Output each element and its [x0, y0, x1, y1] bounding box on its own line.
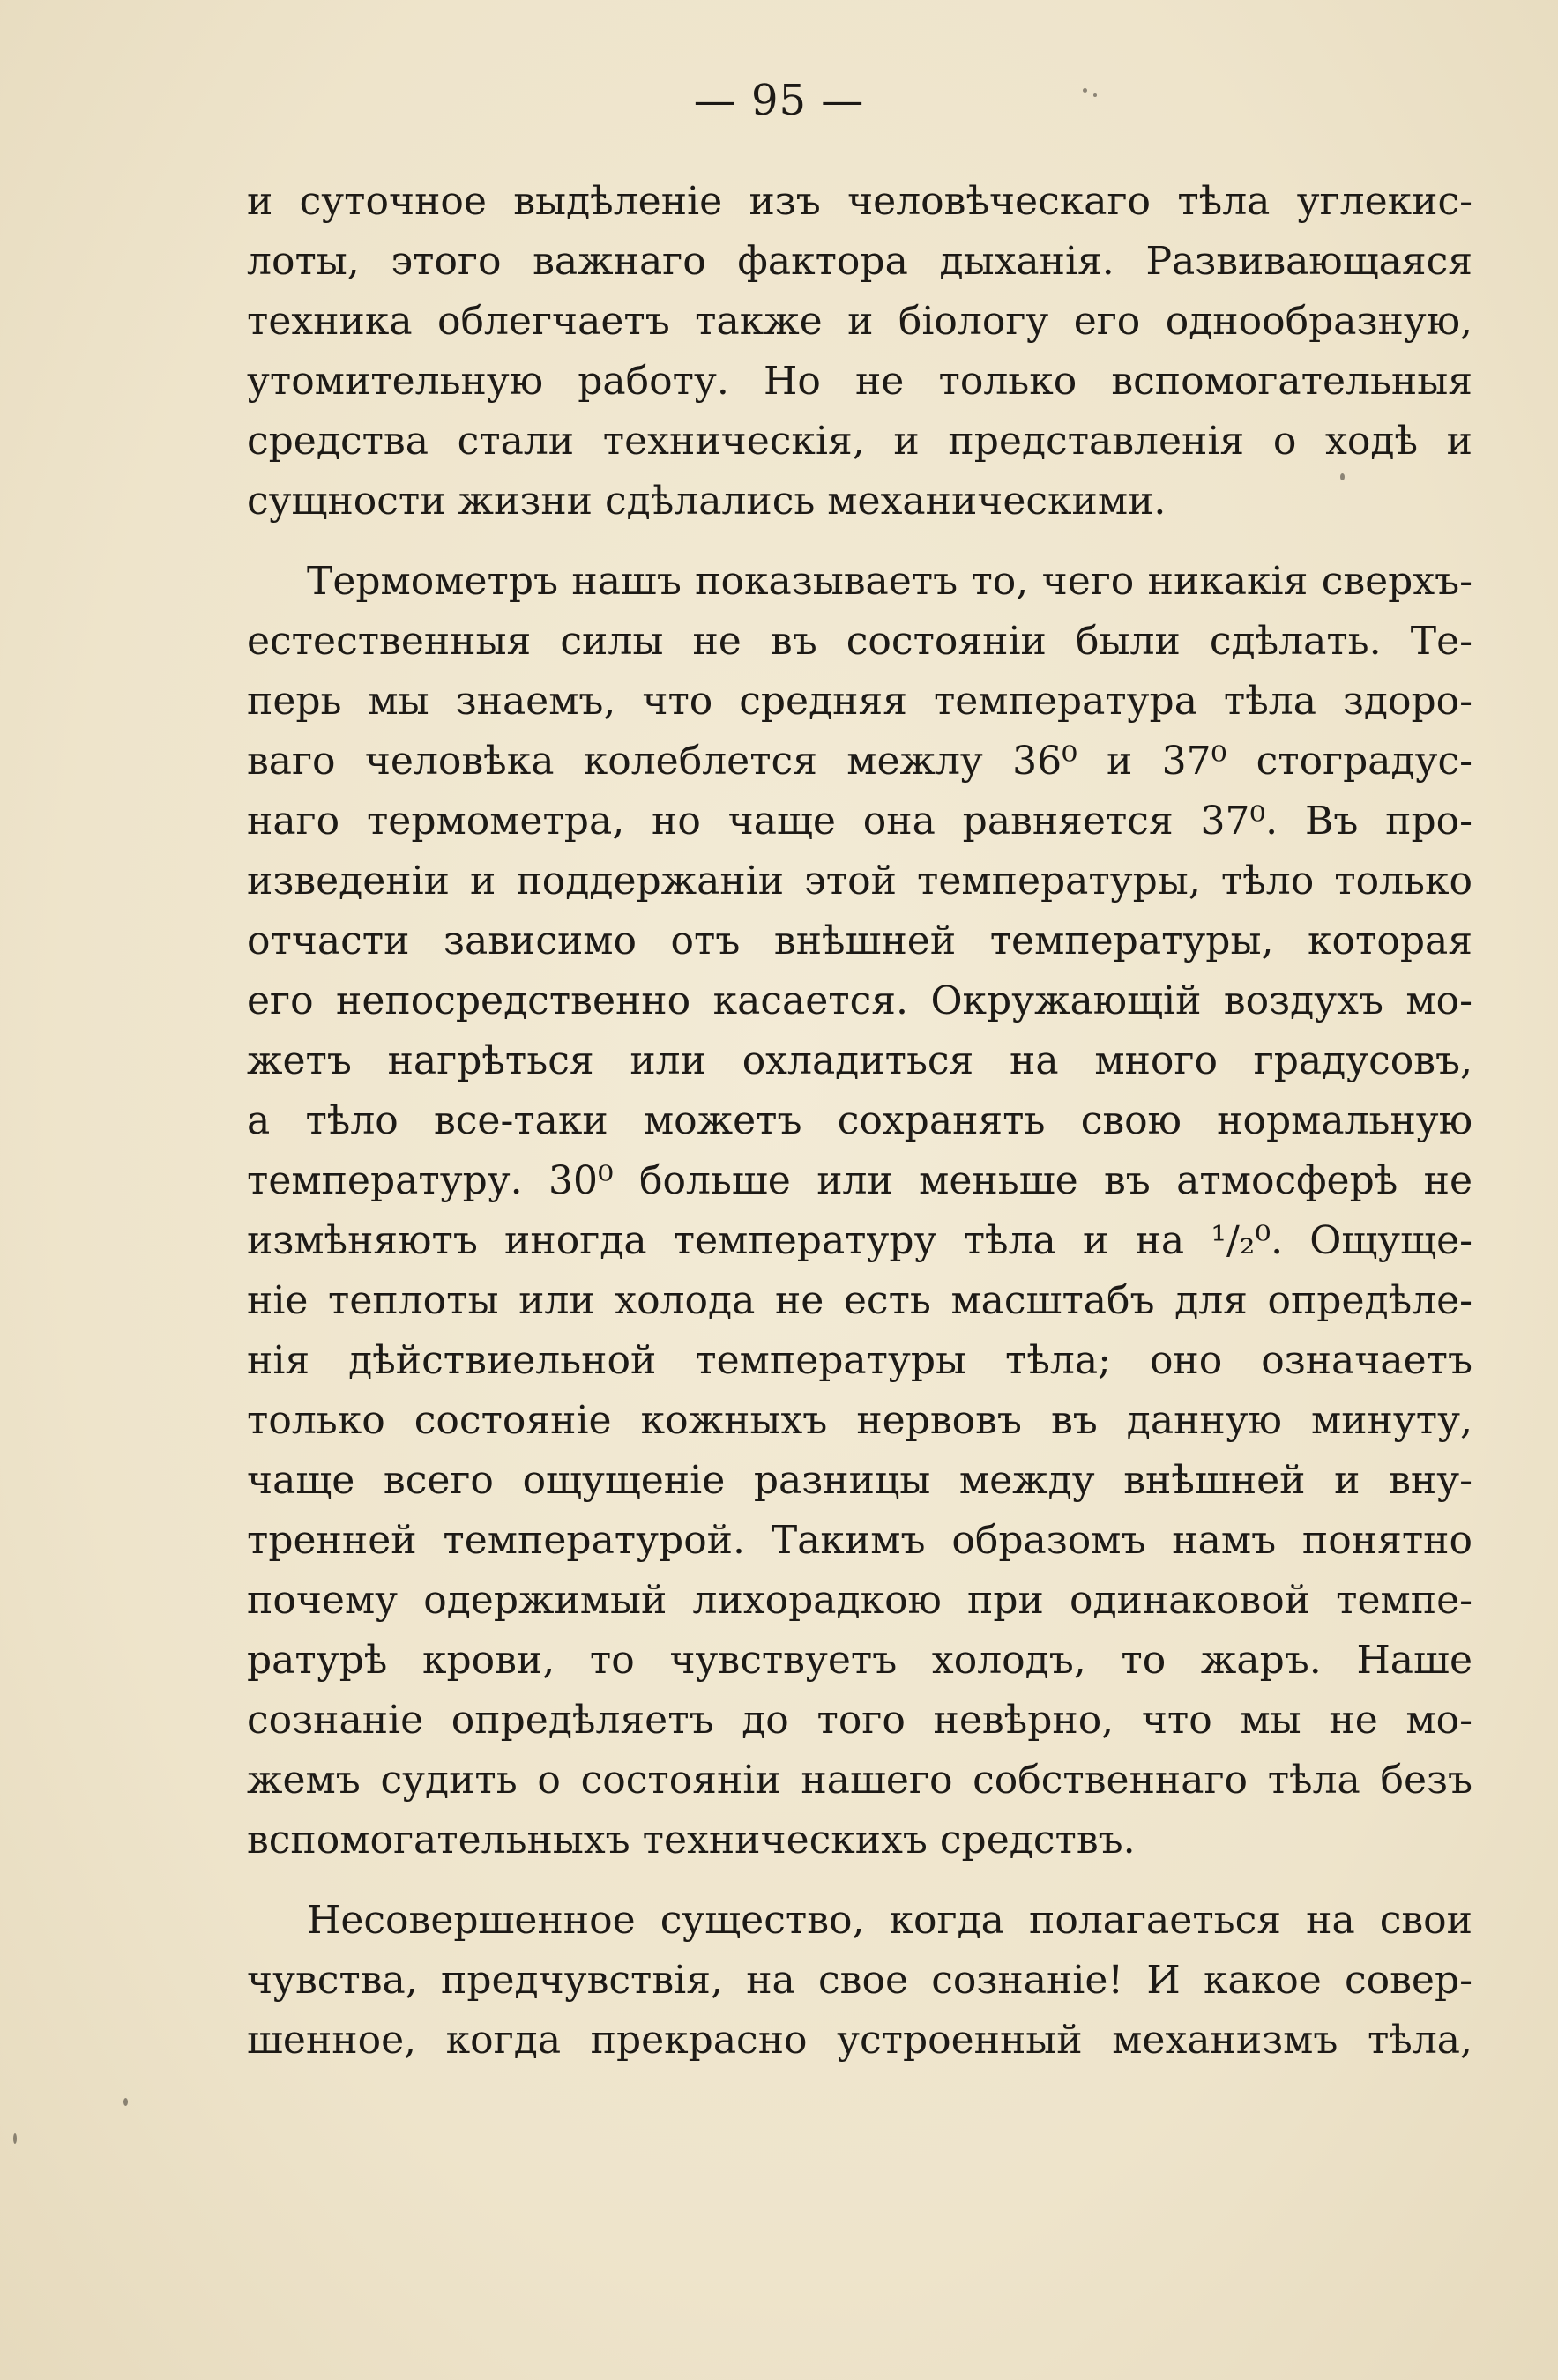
text-line: изведеніи и поддержаніи этой температуры, тѣло только	[247, 859, 1472, 904]
text-line: тренней температурой. Такимъ образомъ намъ понятно	[247, 1518, 1472, 1563]
text-line: чувства, предчувствія, на свое сознаніе! И какое совер-	[247, 1958, 1472, 2003]
text-line: Несовершенное существо, когда полагаеться на свои	[307, 1898, 1472, 1943]
text-line: и суточное выдѣленіе изъ человѣческаго тѣла углекис-	[247, 179, 1472, 224]
text-line: чаще всего ощущеніе разницы между внѣшней и вну-	[247, 1458, 1472, 1503]
text-line: сознаніе опредѣляетъ до того невѣрно, что мы не мо-	[247, 1698, 1472, 1743]
body-text	[247, 172, 1472, 2071]
paragraph-2	[247, 552, 1472, 1871]
text-line: ваго человѣка колеблется межлу 36⁰ и 37⁰ стоградус-	[247, 739, 1472, 784]
text-line: средства стали техническія, и представленія о ходѣ и	[247, 419, 1472, 464]
page-number: — 95 —	[693, 76, 865, 125]
text-line: ніе теплоты или холода не есть масштабъ для опредѣле-	[247, 1278, 1472, 1323]
text-line: перь мы знаемъ, что средняя температура тѣла здоро-	[247, 679, 1472, 724]
text-line: жемъ судить о состояніи нашего собственнаго тѣла безъ	[247, 1758, 1472, 1803]
text-line: почему одержимый лихорадкою при одинаковой темпе-	[247, 1578, 1472, 1623]
paper-speck	[123, 2098, 128, 2106]
text-line: отчасти зависимо отъ внѣшней температуры, которая	[247, 919, 1472, 963]
text-line: только состояніе кожныхъ нервовъ въ данную минуту,	[247, 1398, 1472, 1443]
text-line: нія дѣйствиельной температуры тѣла; оно означаетъ	[247, 1338, 1472, 1383]
text-line: его непосредственно касается. Окружающій воздухъ мо-	[247, 978, 1472, 1023]
paper-speck	[1083, 88, 1087, 93]
paragraph-3	[247, 1891, 1472, 2071]
paper-speck	[1340, 473, 1345, 480]
text-line: Термометръ нашъ показываетъ то, чего никакія сверхъ-	[307, 559, 1472, 604]
text-line: наго термометра, но чаще она равняется 37⁰. Въ про-	[247, 799, 1472, 844]
paper-speck	[1093, 93, 1097, 97]
text-line: утомительную работу. Но не только вспомогательныя	[247, 359, 1472, 404]
text-line: естественныя силы не въ состояніи были сдѣлать. Те-	[247, 619, 1472, 664]
text-line: лоты, этого важнаго фактора дыханія. Развивающаяся	[247, 239, 1472, 284]
text-line: шенное, когда прекрасно устроенный механизмъ тѣла,	[247, 2018, 1472, 2063]
text-line: а тѣло все-таки можетъ сохранять свою нормальную	[247, 1098, 1472, 1143]
text-line: техника облегчаетъ также и біологу его однообразную,	[247, 299, 1472, 344]
text-line: сущности жизни сдѣлались механическими.	[247, 479, 1167, 524]
paper-speck	[13, 2133, 17, 2144]
paragraph-1	[247, 172, 1472, 532]
text-line: измѣняютъ иногда температуру тѣла и на ¹/₂⁰. Ощуще-	[247, 1218, 1472, 1263]
text-line: ратурѣ крови, то чувствуетъ холодъ, то жаръ. Наше	[247, 1638, 1472, 1683]
text-line: жетъ нагрѣться или охладиться на много градусовъ,	[247, 1038, 1472, 1083]
text-line: вспомогательныхъ техническихъ средствъ.	[247, 1818, 1136, 1863]
text-line: температуру. 30⁰ больше или меньше въ атмосферѣ не	[247, 1158, 1472, 1203]
